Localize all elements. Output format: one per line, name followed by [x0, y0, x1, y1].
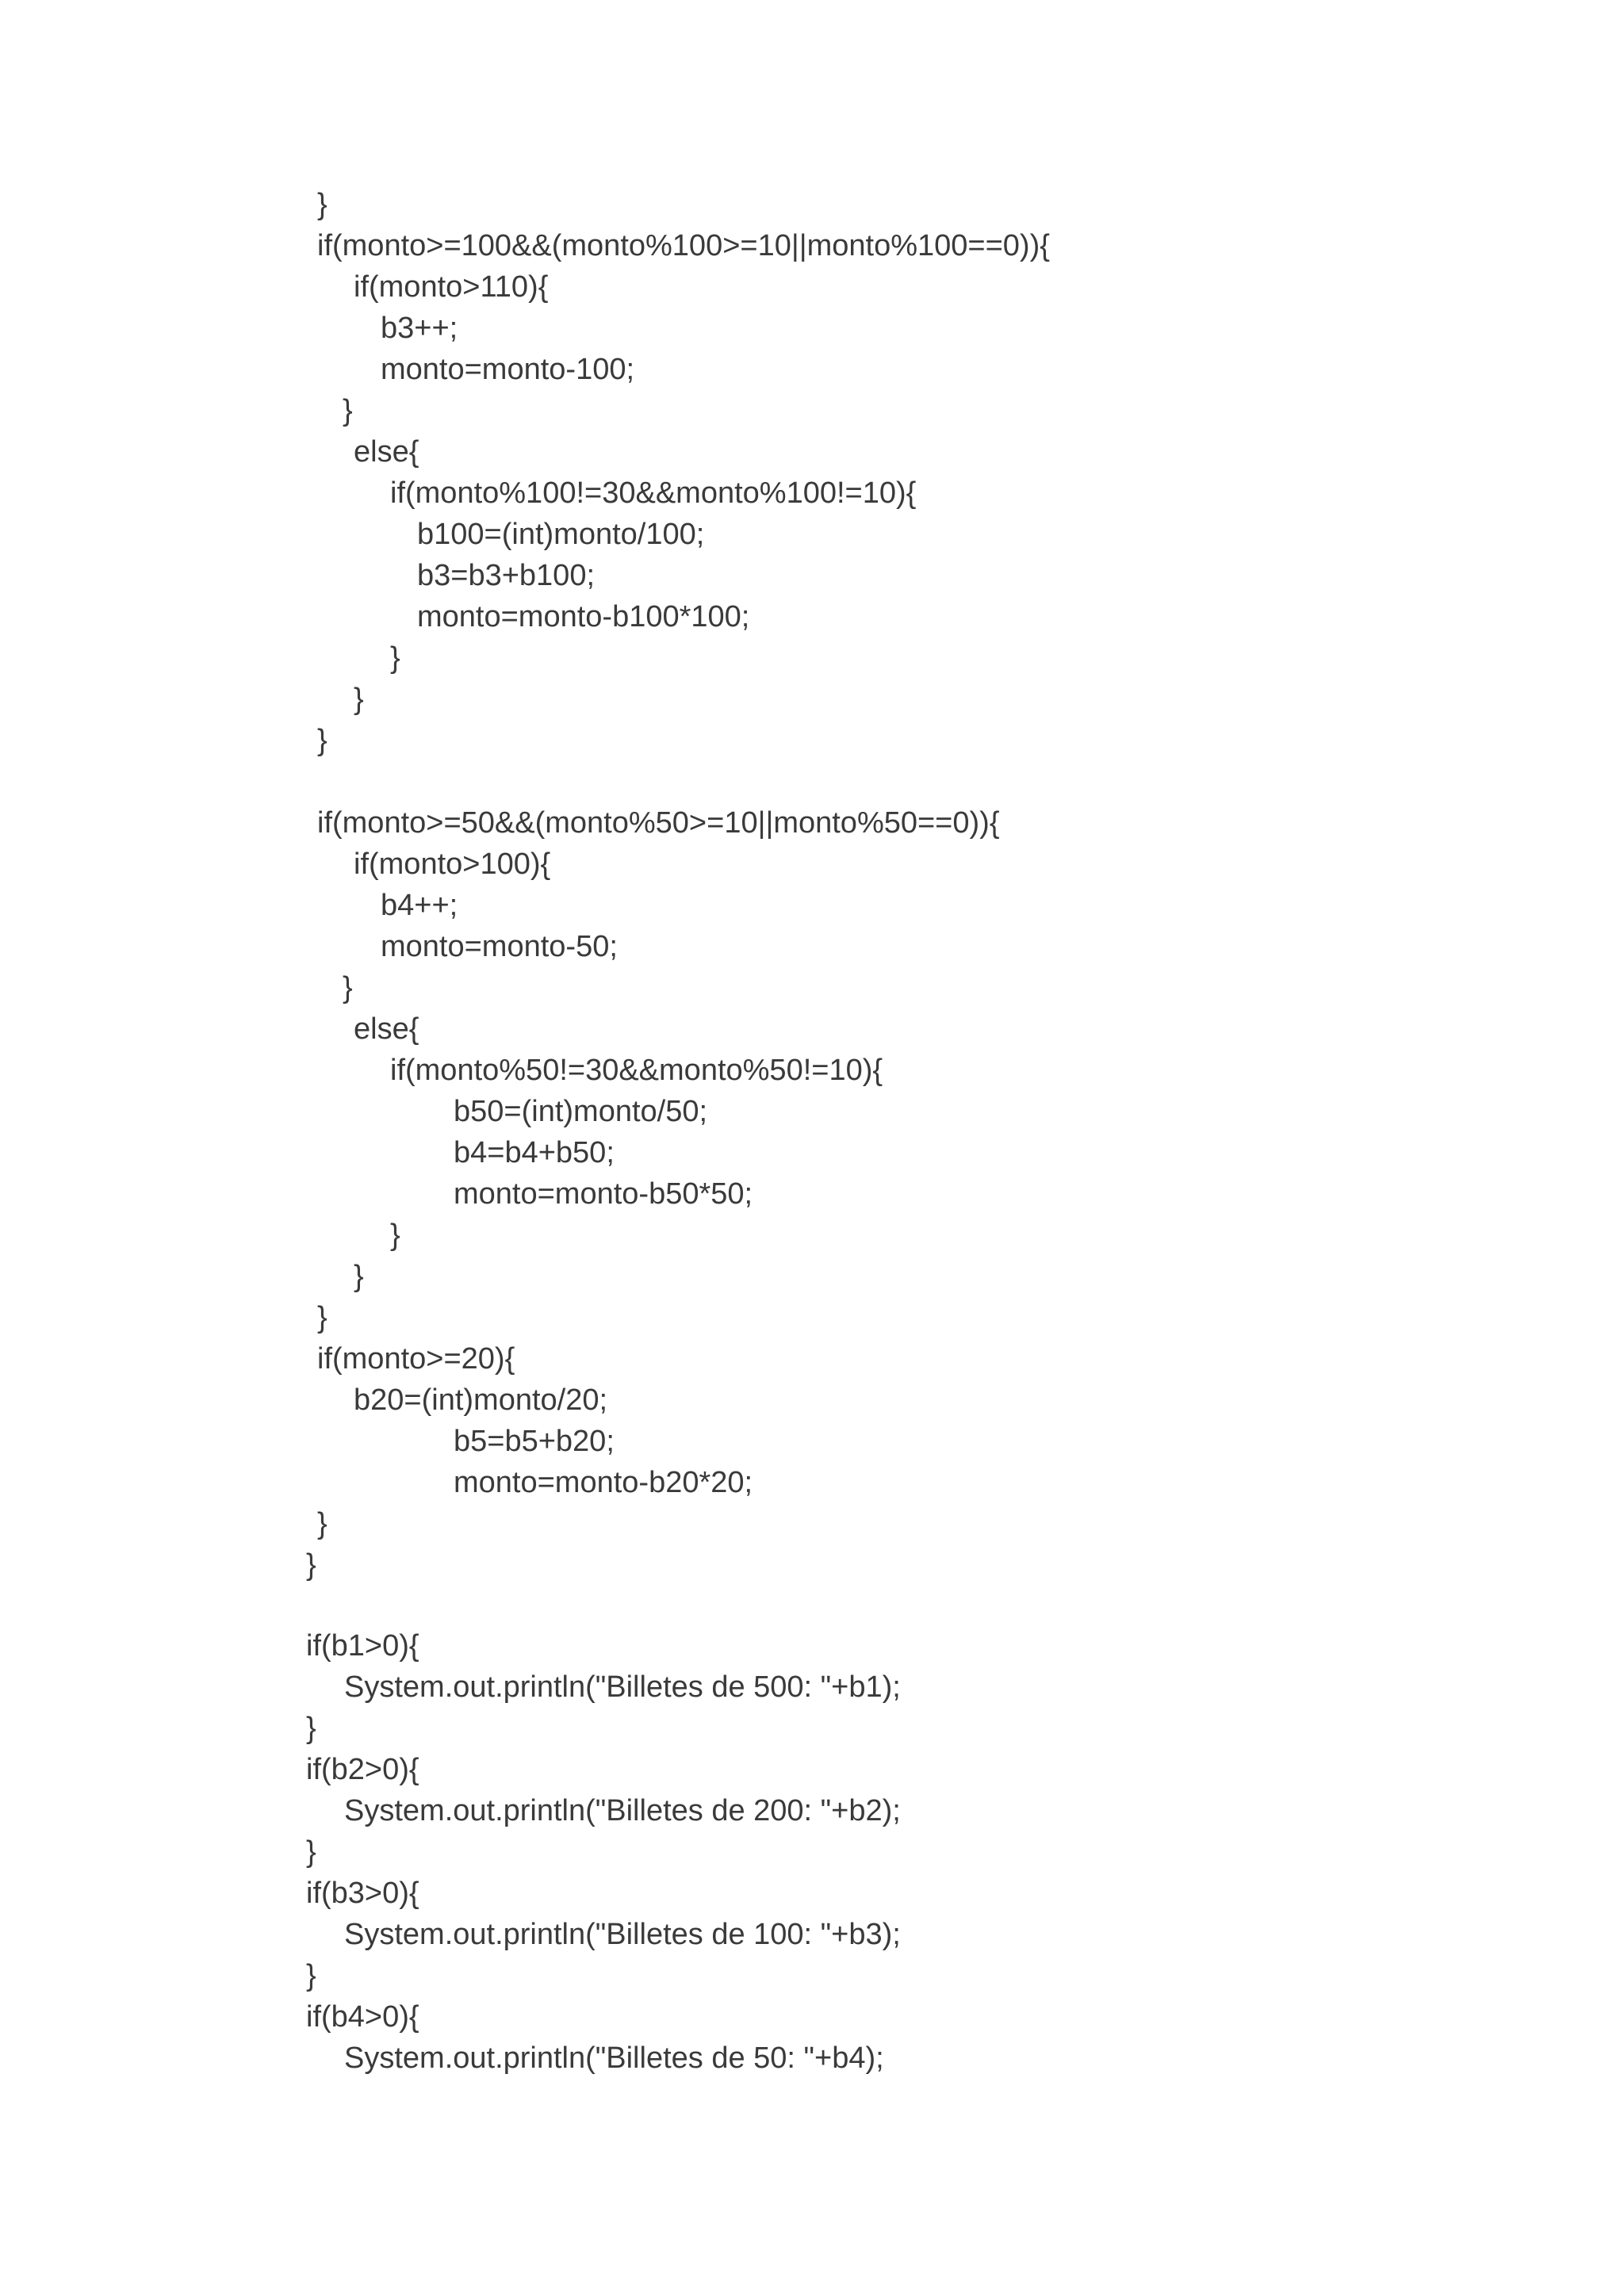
code-line: b5=b5+b20;	[454, 1425, 615, 1458]
code-line: }	[390, 641, 400, 675]
code-line: if(monto>100){	[354, 848, 551, 881]
code-line: monto=monto-b20*20;	[454, 1466, 753, 1499]
code-line: }	[317, 724, 327, 757]
code-line: if(monto%100!=30&&monto%100!=10){	[390, 476, 917, 510]
code-line: System.out.println("Billetes de 200: "+b2);	[344, 1794, 901, 1827]
code-line: }	[306, 1548, 316, 1582]
code-line: if(monto%50!=30&&monto%50!=10){	[390, 1054, 883, 1087]
code-line: }	[354, 683, 364, 716]
code-line: System.out.println("Billetes de 50: "+b4);	[344, 2042, 884, 2075]
code-line: System.out.println("Billetes de 100: "+b3);	[344, 1918, 901, 1951]
code-line: }	[317, 188, 327, 221]
code-line: }	[306, 1712, 316, 1745]
code-line: if(monto>=100&&(monto%100>=10||monto%100==0)){	[317, 229, 1050, 262]
code-line: if(b4>0){	[306, 2000, 419, 2034]
code-line: }	[317, 1301, 327, 1334]
code-line: monto=monto-100;	[381, 353, 635, 386]
code-line: }	[354, 1260, 364, 1293]
code-line: }	[343, 394, 353, 427]
code-line: }	[390, 1219, 400, 1252]
code-line: if(b3>0){	[306, 1877, 419, 1910]
code-line: System.out.println("Billetes de 500: "+b1);	[344, 1670, 901, 1704]
code-line: b4++;	[381, 889, 458, 922]
code-line: if(monto>110){	[354, 270, 549, 304]
code-line: b20=(int)monto/20;	[354, 1383, 608, 1417]
code-line: if(b1>0){	[306, 1629, 419, 1663]
code-line: }	[306, 1959, 316, 1992]
code-line: if(monto>=50&&(monto%50>=10||monto%50==0)){	[317, 806, 1000, 840]
code-line: if(monto>=20){	[317, 1342, 515, 1376]
code-line: }	[306, 1835, 316, 1869]
code-line: b50=(int)monto/50;	[454, 1095, 708, 1128]
code-line: monto=monto-b50*50;	[454, 1177, 753, 1211]
code-line: monto=monto-50;	[381, 930, 618, 963]
code-line: if(b2>0){	[306, 1753, 419, 1786]
code-line: else{	[354, 1012, 419, 1046]
code-line: monto=monto-b100*100;	[417, 600, 750, 633]
code-line: b4=b4+b50;	[454, 1136, 615, 1169]
code-line: b3++;	[381, 312, 458, 345]
code-line: b3=b3+b100;	[417, 559, 596, 592]
code-line: }	[317, 1507, 327, 1540]
code-line: }	[343, 971, 353, 1004]
code-line: else{	[354, 435, 419, 469]
code-line: b100=(int)monto/100;	[417, 518, 705, 551]
